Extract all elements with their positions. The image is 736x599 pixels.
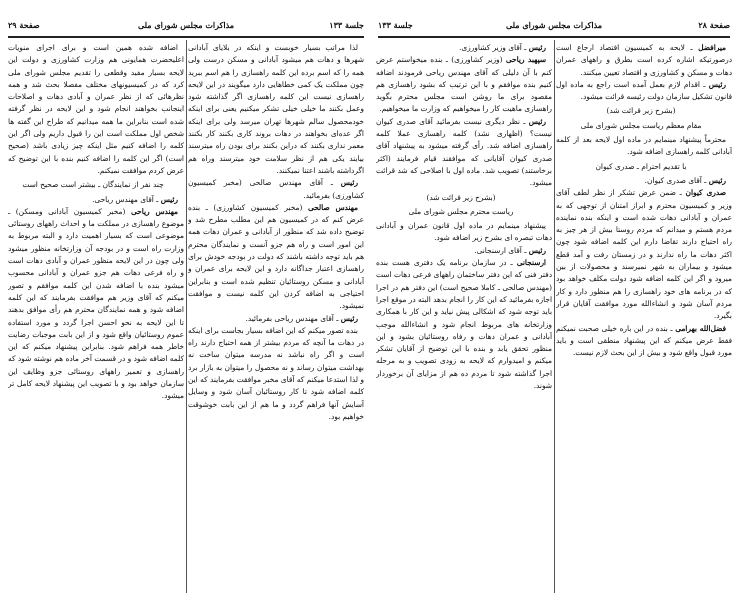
speech xyxy=(376,42,552,54)
speech xyxy=(188,313,364,325)
speech-text: (مخبر کمیسیون آبادانی ومسکن) ـ موضوع راهسازی در مملکت ما و احداث راههای روستائی موضوعی است که بسیار اهمیت دارد و البته مربوط به وزارت راه است و در بودجه آن وزارتخانه منظور میشود ولی چون در این لایحه منظور عمران و آبادی دهات است و راه فرعی دهات هم جزو عمران و آبادانی محسوب میشود بنده با اضافه شدن این کلمه موافقم و تصور میکنم که آقای وزیر هم موافقت بفرمایند که این کلمه اضافه شود و همه نمایندگان محترم هم رأی موافق بدهند تا این لایحه به نحو احسن اجرا گردد و مورد استفاده عموم روستائیان واقع شود و از این بابت موجبات رضایت خاطر همه فراهم شود. بنابراین پیشنهاد میکنم که این کلمه اضافه شود و در قسمت آخر ماده هم نوشته شود که راهسازی و تعمیر راههای روستائی جزو وظایف این سازمان خواهد بود و با تصویب این پیشنهاد لایحه کامل تر میشود. xyxy=(8,206,184,401)
session-number: جلسة ۱۳۳ xyxy=(329,20,364,30)
right-page xyxy=(370,0,736,599)
speech xyxy=(376,257,552,392)
speech-text: ـ ضمن عرض تشکر از نظر لطف آقای وزیر و کمیسیون محترم و ابراز امتنان از توجهی که به عمران و آبادانی دهات شده است و اینکه بنده نماینده مردم هستم و میدانم که مردم روستا بیش از هر چیز به راه احتیاج دارند تقاضا دارم این کلمه اضافه شود چون اکثر دهات ما راه ندارند و در زمستان رفت و آمد قطع میشود و بیماران به شهر نمیرسند و محصولات از بین میرود و اگر این کلمه اضافه شود دولت مکلف خواهد بود که در برنامه های خود راهسازی را هم منظور دارد و کار مردم آسان شود و انشاءالله مورد موافقت آقایان قرار بگیرد. xyxy=(556,188,732,321)
page-header xyxy=(8,20,364,34)
speaker-name: رئیس xyxy=(528,245,546,255)
speech xyxy=(556,323,732,360)
header-rule xyxy=(378,36,730,38)
speech-text: ـ نظر دیگری نیست بفرمائید آقای صدری کیوان نیست؟ (اظهاری نشد) کلمه راهسازی عملا کلمه راهسازی اضافه شد. رأی گرفته میشود به پیشنهاد آقای صدری کیوان آقایانی که موافقند قیام فرمایند (اکثر برخاستند) تصویب شد. ماده اول با اصلاحی که شد قرائت میشود. xyxy=(376,116,552,188)
speaker-name: فضل‌الله بهرامی xyxy=(675,323,726,333)
speech-text: لذا مراتب بسیار خوبست و اینکه در بلایای آبادانی شهرها و دهات هم میشود آبادانی و مسکن درست ولی همه را که اسم برده این کلمه راهسازی را هم اسم ببرید چون مملکت یک کمی خطاهایی دارد میگویند در این لایحه راهسازی نیست این کلمه راهسازی اگر گذاشته شود وعمل بکنند ما خیلی خیلی تشکر میکنیم یعنی برای اینکه خودمحصول سالم شهرها تهران میرسد ولی برای اینکه اگر عده‌ای بخواهند در دهات بروند کاری بکنند کار بکنند معمر نداری بکنند که دراین بکنند برای بودن راه میترسند بیایند یکی هم از نظر سلامت خود میترسند وراه هم اگرداشته باشند اعتنا نمیکنند. xyxy=(188,43,364,175)
speech-text: ـ آقای ارسنجانی. xyxy=(474,245,527,255)
speaker-name: رئیس xyxy=(708,175,726,185)
column-left xyxy=(376,42,552,595)
speech-text: محترماً پیشنهاد مینمایم در ماده اول لایحه بعد از کلمه آبادانی کلمه راهسازی اضافه شود. xyxy=(556,135,732,157)
speech-text: ـ آقای مهندس ریاحی بفرمائید. xyxy=(245,313,339,323)
centered-line: مقام معظم ریاست مجلس شورای ملی xyxy=(580,120,702,130)
speaker-name: میرافضل xyxy=(698,43,727,52)
column-right xyxy=(556,42,732,595)
column-left xyxy=(8,42,184,595)
column-divider xyxy=(554,40,555,593)
speech xyxy=(8,194,184,206)
speech xyxy=(556,79,732,104)
speaker-name: رئیس xyxy=(708,79,726,89)
speaker-name: رئیس xyxy=(528,43,546,52)
speech-text: (وزیر کشاورزی) ـ بنده میخواستم عرض کنم با آن دلیلی که آقای مهندس ریاحی فرمودند اضافه کنیم بنده موافقم و با این ترتیب که بشود راهسازی هم مقصود برای ما روشن است مجلس محترم بگوید راهسازی ماهیت کار را میخواهیم که وزارت ما میخواهیم. xyxy=(376,55,552,114)
speech-text: ـ لایحه به کمیسیون اقتصاد ارجاع است درصورتیکه اشاره کرده است بطرق و راههای عمران دهات و مسکن و کشاورزی و اقتصاد تعیین میکنند. xyxy=(556,43,732,77)
paragraph xyxy=(188,325,364,423)
speech xyxy=(556,187,732,322)
speech-text: ـ در سازمان برنامه یک دفتری هست بنده دفتر فنی که این دفتر ساختمان راههای فرعی دهات است (مهندس صالحی ـ کاملا صحیح است) این دفتر هم در اجرا اجازه بفرمائید که این کار را انجام بدهد البته در موقع اجرا باید توجه شود که اشکالی پیش نیاید و این کار با همکاری وزارتخانه های مربوط انجام شود و انشاءالله موجب آبادانی و عمران دهات و رفاه روستائیان بشود و این منظور تحقق یابد و بنده با این توضیح از آقایان تشکر میکنم و امیدوارم که لایحه به زودی تصویب و به مرحله اجرا گذاشته شود تا مردم ده هم از مزایای آن برخوردار شوند. xyxy=(376,258,552,391)
speech-text: ـ آقای صدری کیوان. xyxy=(644,175,707,185)
speech xyxy=(188,202,364,313)
speaker-name: مهندس صالحی xyxy=(307,202,358,212)
speech-text: ـ بنده در این باره خیلی صحبت نمیکنم فقط عرض میکنم که این پیشنهاد منطقی است و باید مورد قبول واقع شود و بیش از این بحث لازم نیست. xyxy=(556,323,732,358)
speech-text: بنده تصور میکنم که این اضافه بسیار بجاست برای اینکه در دهات ما آنچه که مردم بیشتر از همه احتیاج دارند راه است و اگر راه نباشد نه مدرسه میتوان ساخت نه بهداشت میتوان رساند و نه محصول را میتوان به بازار برد و لذا استدعا میکنم که آقای مخبر موافقت بفرمایند که این کلمه اضافه شود تا کار روستائیان آسان شود و وسایل آسایش آنها فراهم گردد و ما هم از این بابت خوشوقت خواهیم بود. xyxy=(188,325,364,421)
speech-text: اضافه شده همین است و برای اجرای منویات اعلیحضرت همایونی هم وزارت کشاورزی و دولت این لایحه بسیار مفید وقطعی را تقدیم مجلس شورای ملی کرد که در کمیسیونهای مختلف مفصلا بحث شد و همه نظرهائی که از نظر عمران و آبادی دهات و اصلاحات اینجانب بخواهند انجام شود و این لایحه در نظر گرفته شده است بنابراین ما همه میدانیم که طراح این گفته ها شخص اول مملکت است این را قبول داریم ولی اگر این کلمه را اضافه کنیم مثل اینکه چیز زیادی باشد (صحیح است) اگر این کلمه را اضافه کنیم بنده با این توضیح که عرض کردم موافقت نمیکنم. xyxy=(8,43,184,175)
centered-line: (بشرح زیر قرائت شد) xyxy=(426,192,496,202)
speaker-name: رئیس xyxy=(340,313,358,323)
centered-line: با تقدیم احترام ـ صدری کیوان xyxy=(595,161,687,171)
speech xyxy=(376,245,552,257)
running-title: مذاکرات مجلس شورای ملی xyxy=(505,20,603,30)
speech xyxy=(376,54,552,115)
speech xyxy=(556,42,732,79)
speaker-name: ارسنجانی xyxy=(516,258,546,268)
speech xyxy=(188,177,364,202)
speaker-name: رئیس xyxy=(528,116,546,126)
speaker-name: رئیس xyxy=(160,194,178,204)
centered-line: ریاست محترم مجلس شورای ملی xyxy=(408,206,514,216)
speech-text: ـ آقای مهندس صالحی (مخبر کمیسیون کشاورزی) بفرمائید. xyxy=(188,178,364,200)
speech-text: ـ آقای مهندس ریاحی. xyxy=(92,194,159,204)
page-number: صفحة ۲۹ xyxy=(8,20,40,30)
page-header xyxy=(378,20,730,34)
page-number: صفحة ۲۸ xyxy=(698,20,730,30)
speaker-name: صدری کیوان xyxy=(685,188,726,198)
paragraph xyxy=(376,220,552,245)
speech-text: پیشنهاد مینمایم در ماده اول قانون عمران و آبادانی دهات تبصره ای بشرح زیر اضافه شود. xyxy=(376,221,552,243)
speech-text: ـ اقدام لازم بعمل آمده است راجع به ماده اول قانون تشکیل سازمان دولت رئیسه قرائت میشود. xyxy=(556,79,732,102)
speech xyxy=(8,206,184,403)
paragraph xyxy=(8,42,184,177)
speech-text: (مخبر کمیسیون کشاورزی) ـ بنده عرض کنم که در کمیسیون هم این مطلب مطرح شد و توضیح داده شد که منظور از آبادانی و عمران دهات همه این امور است و راه هم جزو آنست و نمایندگان محترم هم باید توجه داشته باشند که دولت در بودجه خودش برای راهسازی اعتبار جداگانه دارد و این لایحه برای عمران و آبادانی و مسکن روستائیان تنظیم شده است و بنابراین احتیاجی به اضافه کردن این کلمه نیست و موافقت نمیشود. xyxy=(188,202,364,311)
running-title: مذاکرات مجلس شورای ملی xyxy=(137,20,235,30)
speech-text: ـ آقای وزیر کشاورزی. xyxy=(459,43,527,52)
speech xyxy=(556,175,732,187)
speaker-name: سپهبد ریاحی xyxy=(505,55,546,65)
session-number: جلسة ۱۳۳ xyxy=(378,20,413,30)
paragraph xyxy=(188,42,364,177)
column-right xyxy=(188,42,364,595)
header-rule xyxy=(8,36,364,38)
centered-line: (بشرح زیر قرائت شد) xyxy=(606,106,676,116)
column-divider xyxy=(186,40,187,593)
speaker-name: رئیس xyxy=(340,178,358,188)
paragraph xyxy=(556,134,732,159)
speaker-name: مهندس ریاحی xyxy=(131,206,178,216)
centered-line: چند نفر از نمایندگان ـ بیشتر است صحیح است xyxy=(22,180,164,190)
speech xyxy=(376,116,552,190)
